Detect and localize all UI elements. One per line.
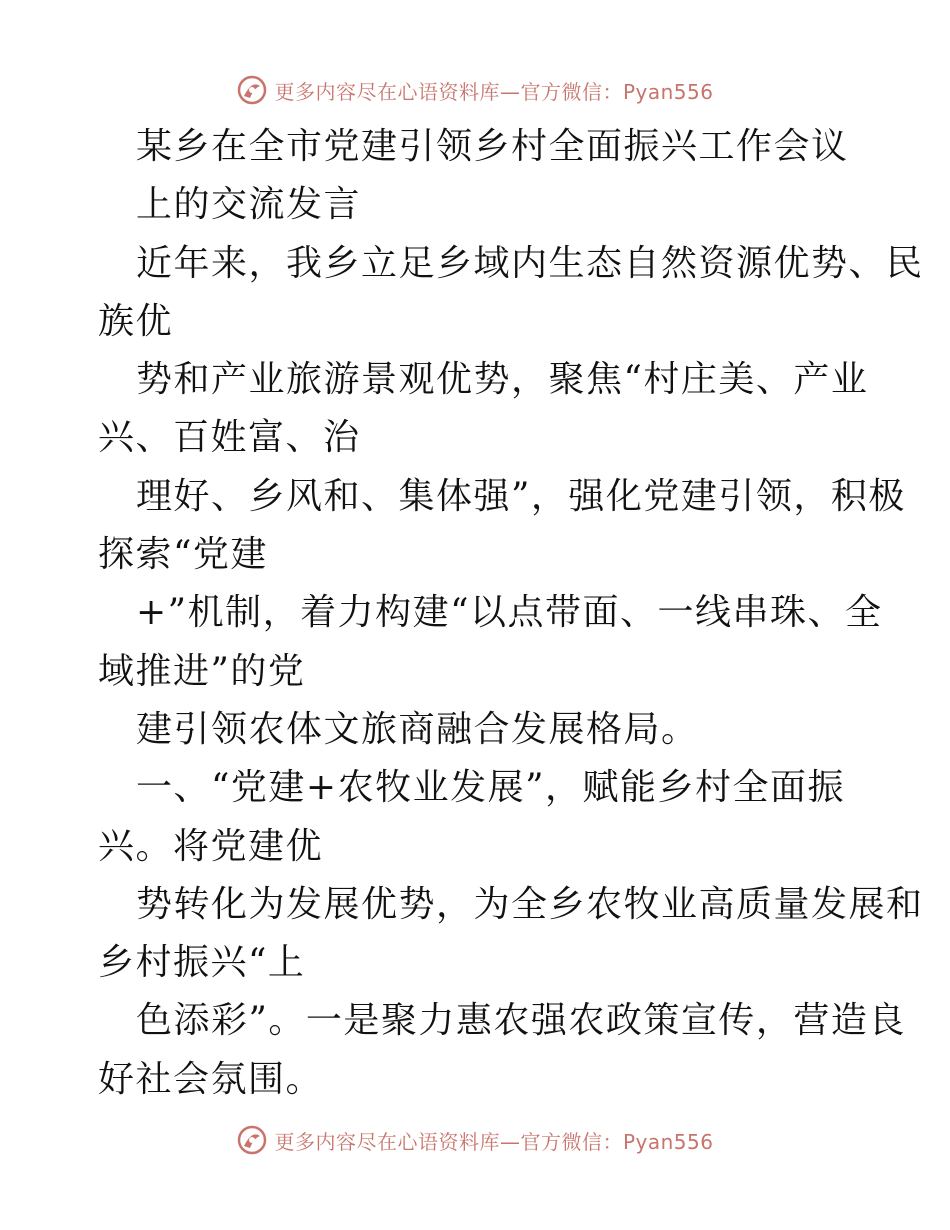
paragraph-line: 近年来，我乡立足乡域内生态自然资源优势、民 <box>136 242 924 284</box>
paragraph-line: 势转化为发展优势，为全乡农牧业高质量发展和 <box>136 883 924 925</box>
watermark-banner-top <box>0 70 950 110</box>
paragraph-line: 探索“党建 <box>98 534 268 576</box>
paragraph-line: 理好、乡风和、集体强”，强化党建引领，积极 <box>136 475 906 517</box>
paragraph-line: +”机制，着力构建“以点带面、一线串珠、全 <box>136 592 883 634</box>
paragraph-line: 好社会氛围。 <box>98 1058 324 1100</box>
document-title-line-1: 某乡在全市党建引领乡村全面振兴工作会议 <box>136 126 849 167</box>
paragraph-line: 兴。将党建优 <box>98 825 324 867</box>
library-logo-icon <box>236 1124 268 1156</box>
watermark-text-top: 更多内容尽在心语资料库—官方微信：Pyan556 <box>274 79 714 104</box>
section-heading-line: 一、“党建+农牧业发展”，赋能乡村全面振 <box>136 767 845 809</box>
paragraph-line: 域推进”的党 <box>98 650 306 692</box>
watermark-text-bottom: 更多内容尽在心语资料库—官方微信：Pyan556 <box>274 1129 714 1154</box>
paragraph-line: 族优 <box>98 300 174 342</box>
document-title-line-2: 上的交流发言 <box>136 184 362 226</box>
paragraph-line: 建引领农体文旅商融合发展格局。 <box>136 708 699 750</box>
paragraph-line: 兴、百姓富、治 <box>98 417 361 459</box>
paragraph-line: 势和产业旅游景观优势，聚焦“村庄美、产业 <box>136 359 869 401</box>
document-body <box>98 118 924 1109</box>
paragraph-line: 色添彩”。一是聚力惠农强农政策宣传，营造良 <box>136 1000 906 1042</box>
library-logo-icon <box>236 74 268 106</box>
watermark-banner-bottom <box>0 1120 950 1160</box>
paragraph-line: 乡村振兴“上 <box>98 942 306 984</box>
